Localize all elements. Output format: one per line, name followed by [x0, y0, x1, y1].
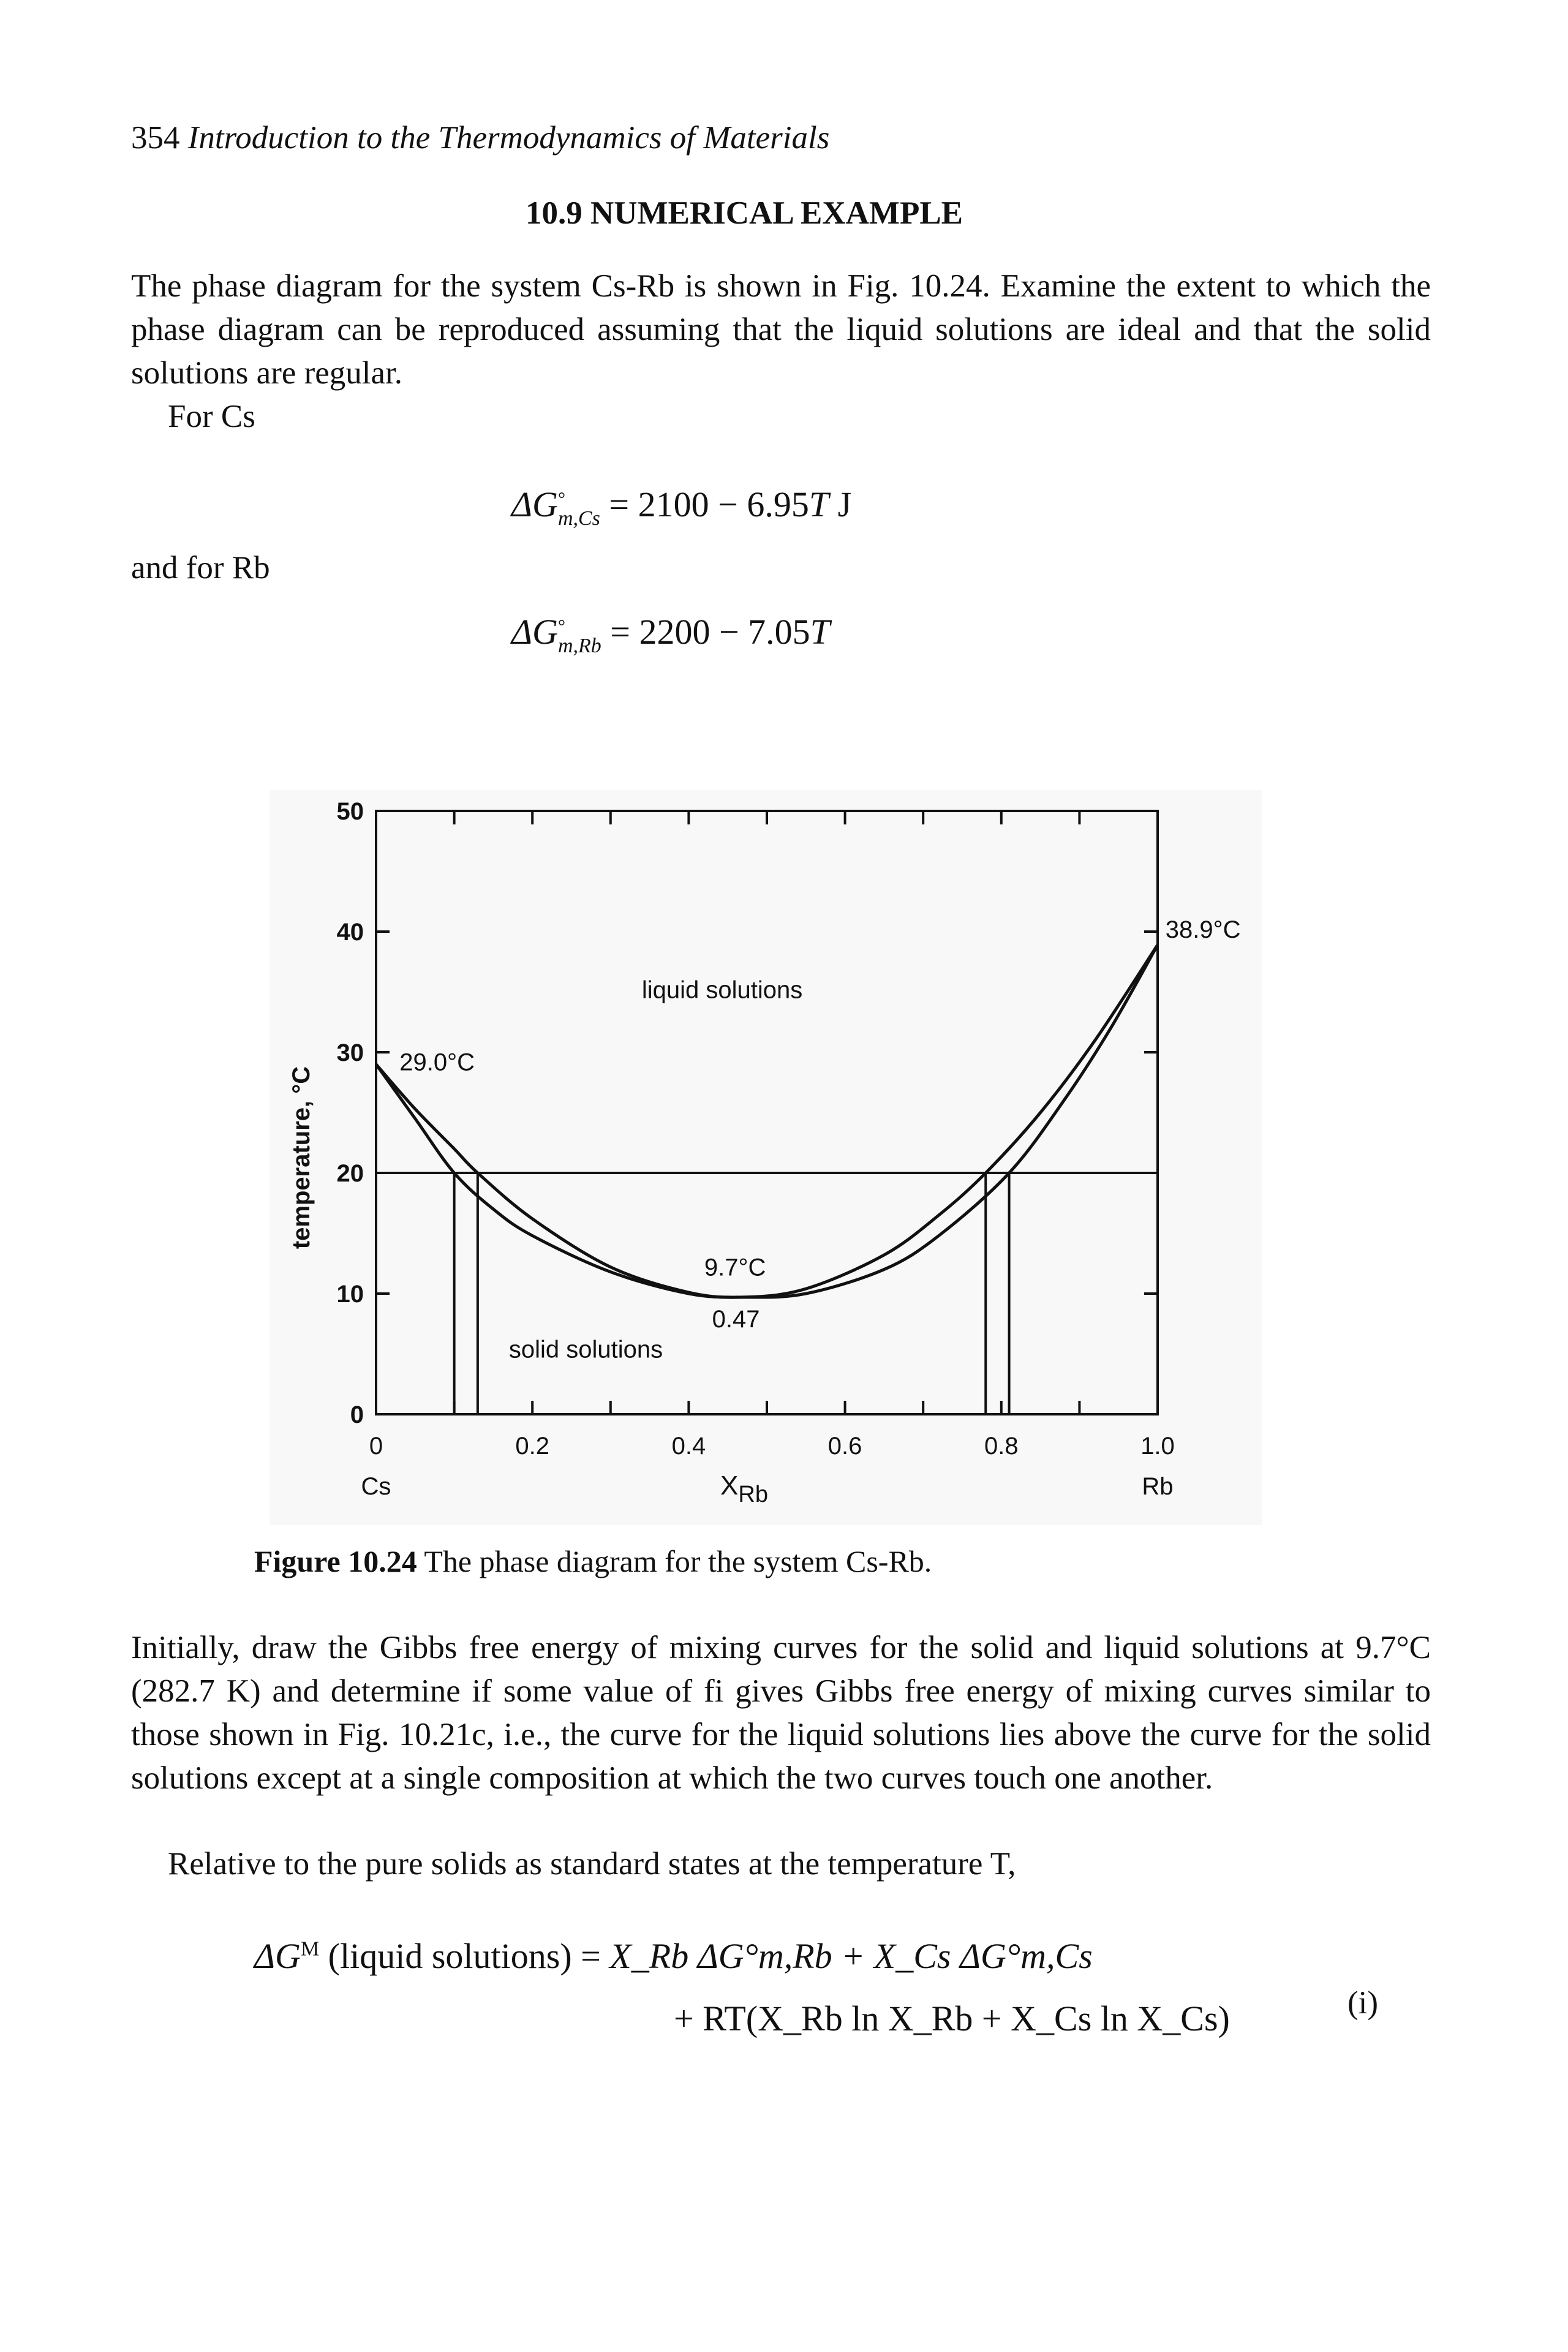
equation-cs: [511, 484, 851, 529]
annotation: 38.9°C: [1165, 916, 1241, 943]
y-tick-label: 30: [336, 1039, 364, 1066]
x-label-main: X: [720, 1471, 739, 1501]
caption-label: Figure 10.24: [254, 1544, 417, 1578]
eq-rhs: = 2200 − 7.05: [610, 612, 810, 652]
eq-lhs: ΔG: [254, 1936, 301, 1976]
annotation: 9.7°C: [704, 1254, 766, 1281]
degree-sup: °: [557, 616, 565, 636]
x-tick-label: 0.6: [827, 1433, 862, 1460]
eq-lhs: ΔG: [511, 484, 558, 524]
end-label-rb: Rb: [1142, 1473, 1174, 1500]
eq-sup: M: [300, 1937, 320, 1961]
y-tick-label: 10: [336, 1281, 364, 1308]
annotation: solid solutions: [508, 1336, 663, 1363]
x-tick-label: 0.4: [671, 1433, 706, 1460]
eq-sub: m,Cs: [557, 507, 600, 530]
eq-rhs: = 2100 − 6.95: [609, 484, 809, 524]
eq-unit: J: [829, 484, 852, 524]
degree-sup: °: [557, 489, 565, 509]
y-tick-label: 20: [336, 1160, 364, 1187]
figure-caption: [254, 1544, 932, 1579]
phase-diagram-figure: [270, 790, 1262, 1525]
for-cs-label: For Cs: [168, 399, 255, 434]
end-label-cs: Cs: [361, 1473, 391, 1500]
annotation: 0.47: [712, 1306, 760, 1333]
x-tick-label: 1.0: [1140, 1433, 1175, 1460]
y-axis-label: temperature, °C: [288, 1066, 315, 1250]
and-for-rb: and for Rb: [131, 550, 270, 586]
paragraph-2: Initially, draw the Gibbs free energy of mixing curves for the solid and liquid solutions at 9.7°C (282.7 K) and determine if some value of fi gives Gibbs free energy of mixing curves similar to those shown in Fig. 10.21c, i.e., the curve for the liquid solutions lies above the curve for the solid solutions except at a single composition at which the two curves touch one another.: [131, 1630, 1431, 1796]
intro-paragraph: [131, 265, 1431, 439]
x-tick-label: 0: [369, 1433, 383, 1460]
annotation: liquid solutions: [641, 976, 803, 1004]
equation-i-line1: [254, 1936, 1093, 1977]
annotation: 29.0°C: [399, 1049, 475, 1076]
equation-i-line2: + RT(X_Rb ln X_Rb + X_Cs ln X_Cs): [674, 1999, 1230, 2038]
paragraph-3: Relative to the pure solids as standard states at the temperature T,: [168, 1846, 1016, 1882]
x-axis-label: [720, 1471, 768, 1507]
x-tick-label: 0.2: [515, 1433, 550, 1460]
eq-rhs: X_Rb ΔG°m,Rb + X_Cs ΔG°m,Cs: [609, 1936, 1093, 1976]
eq-T: T: [810, 612, 830, 652]
equation-number: (i): [1348, 1985, 1379, 2021]
eq-T: T: [809, 484, 829, 524]
eq-label: (liquid solutions) =: [319, 1936, 610, 1976]
equation-rb: [511, 611, 830, 657]
x-tick-label: 0.8: [984, 1433, 1019, 1460]
page-number: 354: [131, 120, 180, 156]
running-header: [131, 119, 829, 156]
book-title: Introduction to the Thermodynamics of Materials: [187, 120, 830, 156]
y-tick-label: 40: [336, 919, 364, 946]
section-heading: 10.9 NUMERICAL EXAMPLE: [525, 195, 963, 231]
eq-lhs: ΔG: [511, 612, 558, 652]
y-tick-label: 50: [336, 798, 364, 825]
plot-area: [337, 798, 1241, 1460]
x-label-sub: Rb: [738, 1482, 768, 1507]
caption-text: The phase diagram for the system Cs-Rb.: [417, 1544, 932, 1578]
y-tick-label: 0: [350, 1401, 364, 1428]
intro-text: The phase diagram for the system Cs-Rb is shown in Fig. 10.24. Examine the extent to which the phase diagram can be reproduced assuming that the liquid solutions are ideal and that the solid solutions are regular.: [131, 268, 1431, 391]
eq-sub: m,Rb: [557, 635, 601, 657]
